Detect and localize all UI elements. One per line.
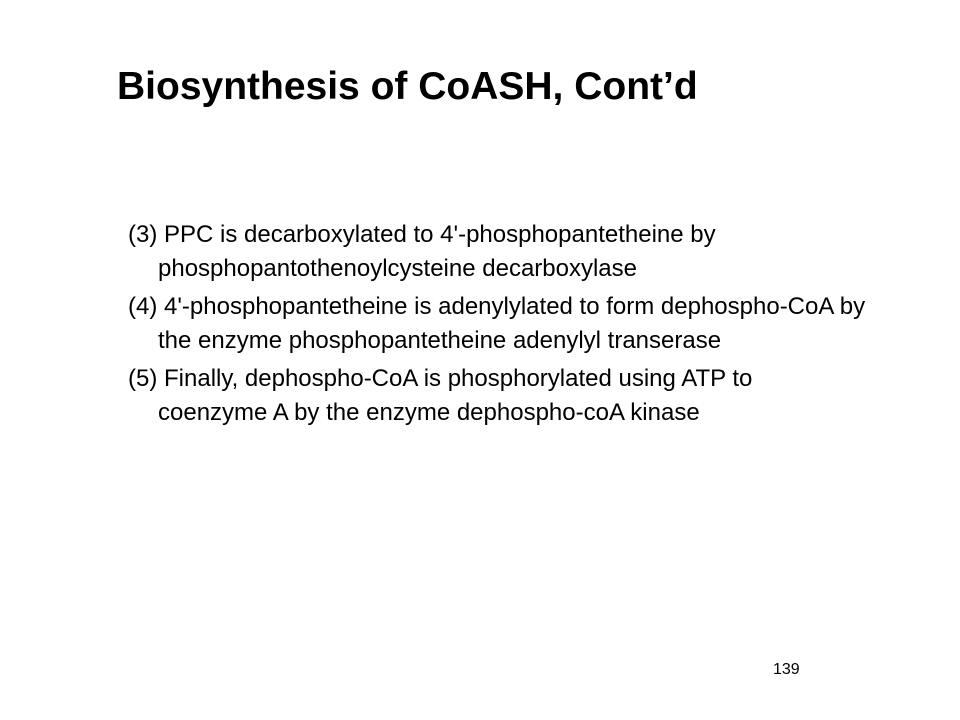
page-number: 139 [773, 661, 800, 678]
slide-body [128, 218, 868, 434]
list-item: (3) PPC is decarboxylated to 4'-phosphopantetheine by phosphopantothenoylcysteine decarboxylase [128, 221, 716, 282]
slide-title: Biosynthesis of CoASH, Cont’d [117, 65, 698, 108]
list-item: (5) Finally, dephospho-CoA is phosphorylated using ATP to coenzyme A by the enzyme dephospho-coA kinase [128, 365, 753, 426]
list-item: (4) 4'-phosphopantetheine is adenylylated to form dephospho-CoA by the enzyme phosphopantetheine adenylyl transerase [128, 293, 866, 354]
